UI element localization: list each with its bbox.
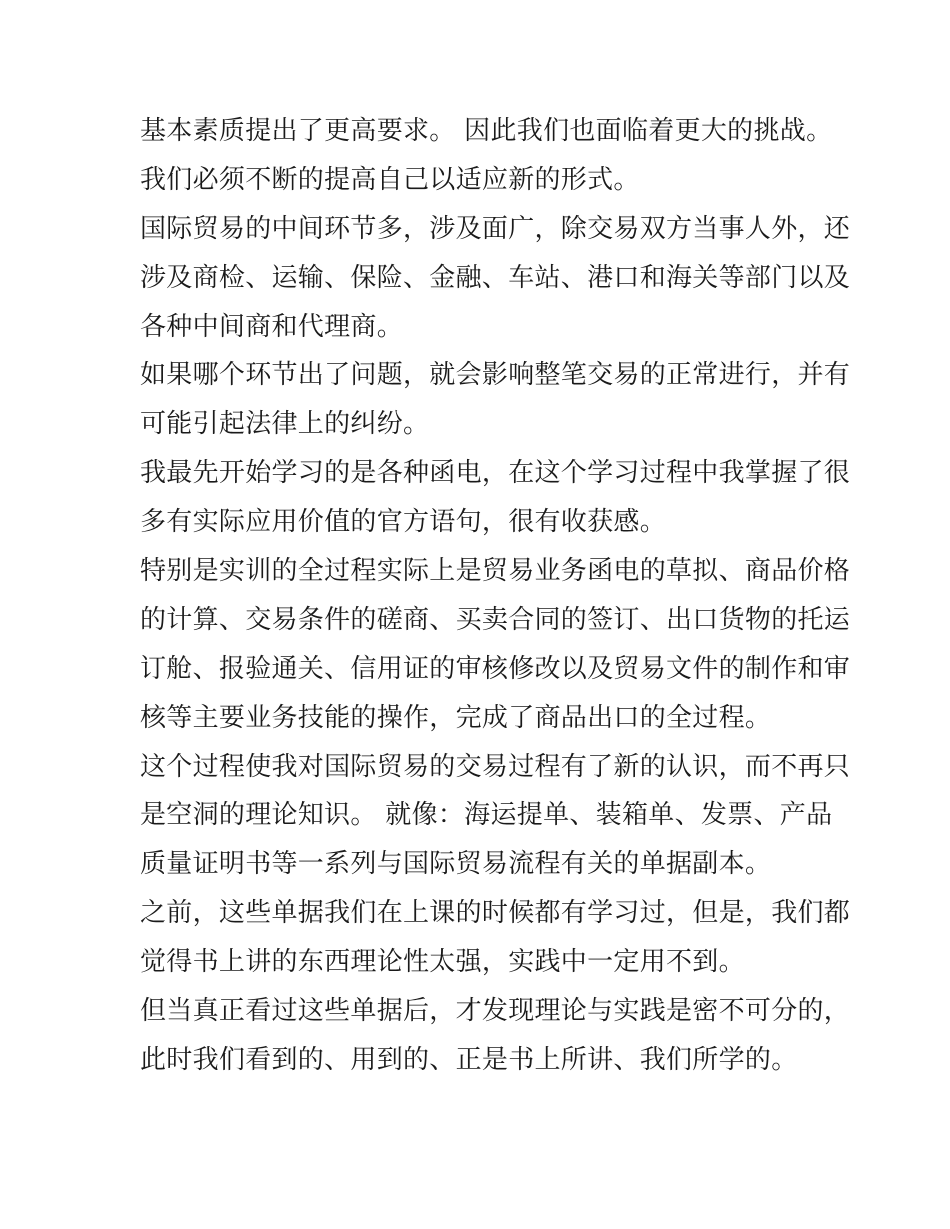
text-line-5: 各种中间商和代理商。 [140, 311, 404, 342]
text-line-13: 核等主要业务技能的操作，完成了商品出口的全过程。 [140, 702, 772, 733]
text-line-10: 特别是实训的全过程实际上是贸易业务函电的草拟、商品价格 [140, 556, 851, 587]
text-line-12: 订舱、报验通关、信用证的审核修改以及贸易文件的制作和审 [140, 653, 851, 684]
text-line-4: 涉及商检、运输、保险、金融、车站、港口和海关等部门以及 [140, 262, 851, 293]
text-line-3: 国际贸易的中间环节多，涉及面广，除交易双方当事人外，还 [140, 213, 851, 244]
text-line-18: 觉得书上讲的东西理论性太强，实践中一定用不到。 [140, 947, 745, 978]
text-line-17: 之前，这些单据我们在上课的时候都有学习过，但是，我们都 [140, 898, 851, 929]
text-line-9: 多有实际应用价值的官方语句，很有收获感。 [140, 507, 667, 538]
text-line-15: 是空洞的理论知识。 就像：海运提单、装箱单、发票、产品 [140, 800, 833, 831]
text-line-19: 但当真正看过这些单据后，才发现理论与实践是密不可分的， [140, 996, 851, 1027]
text-line-7: 可能引起法律上的纠纷。 [140, 409, 430, 440]
document-body [140, 107, 851, 1085]
text-line-14: 这个过程使我对国际贸易的交易过程有了新的认识，而不再只 [140, 751, 851, 782]
text-line-16: 质量证明书等一系列与国际贸易流程有关的单据副本。 [140, 849, 772, 880]
text-line-2: 我们必须不断的提高自己以适应新的形式。 [140, 164, 640, 195]
text-line-11: 的计算、交易条件的磋商、买卖合同的签订、出口货物的托运 [140, 604, 851, 635]
text-line-1: 基本素质提出了更高要求。 因此我们也面临着更大的挑战。 [140, 116, 833, 146]
text-line-20: 此时我们看到的、用到的、正是书上所讲、我们所学的。 [140, 1044, 798, 1075]
text-line-8: 我最先开始学习的是各种函电，在这个学习过程中我掌握了很 [140, 458, 851, 489]
text-line-6: 如果哪个环节出了问题，就会影响整笔交易的正常进行，并有 [140, 360, 851, 391]
